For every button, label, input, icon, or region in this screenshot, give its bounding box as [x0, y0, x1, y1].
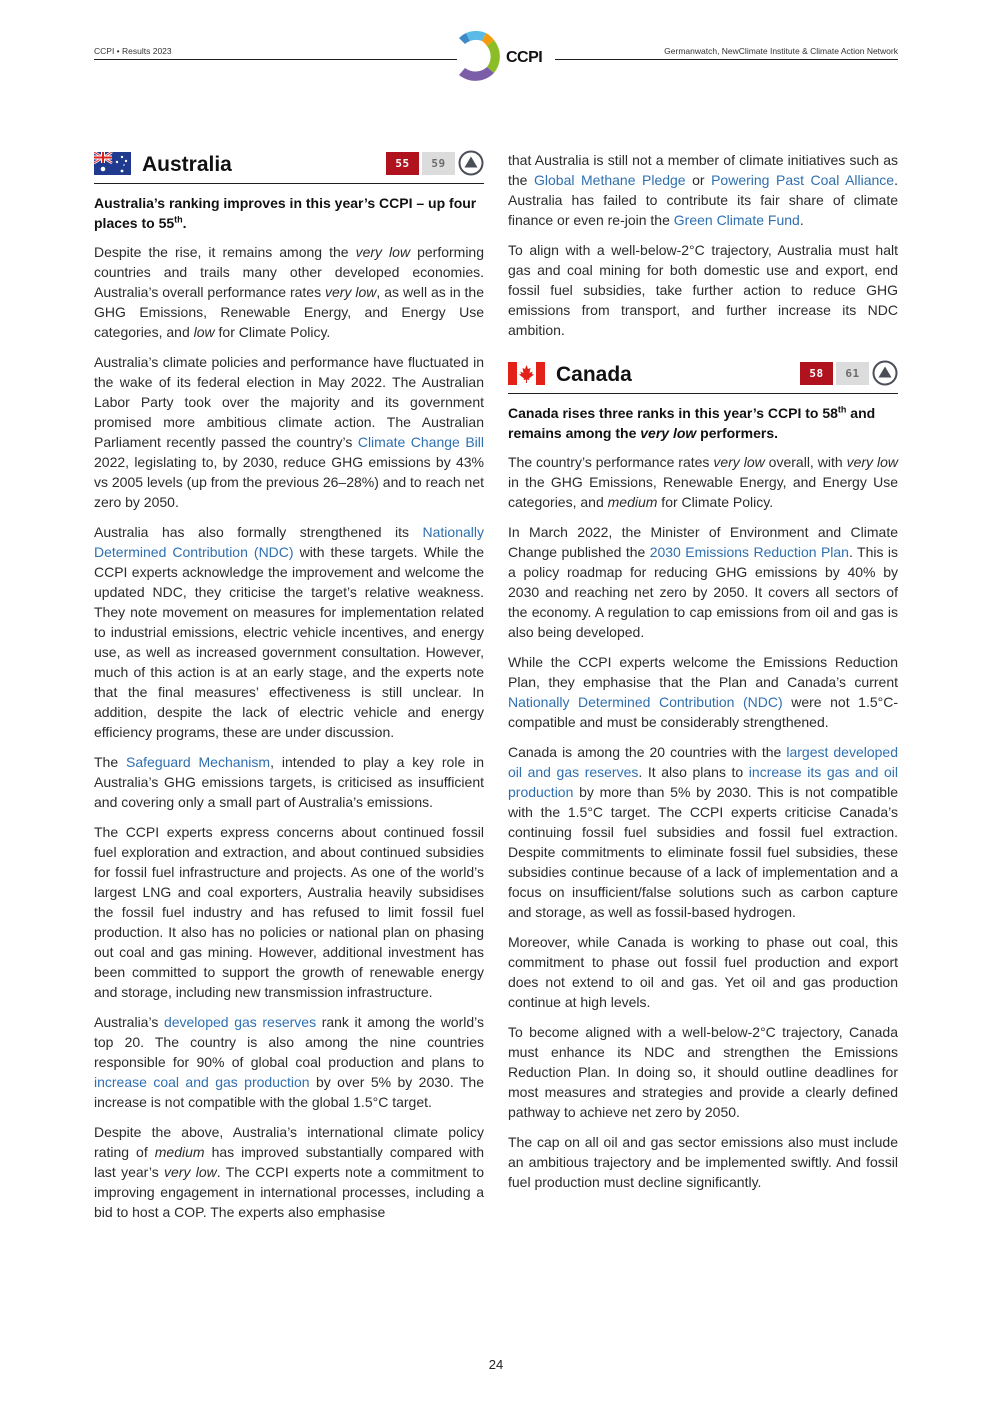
paragraph: To become aligned with a well-below-2°C trajectory, Canada must enhance its NDC and strengthen the Emissions Reduction Plan. In doing so, it should outline deadlines for most measures and strategies and provide a clearly defined pathway to achieve net zero by 2050.: [508, 1024, 898, 1120]
previous-rank-badge: 59: [422, 152, 455, 175]
paragraph: that Australia is still not a member of climate initiatives such as the Global Methane Pledge or Powering Past Coal Alliance. Australia has failed to contribute its fair share of climate finance or even re-join the Green Climate Fund.: [508, 152, 898, 228]
link-developed-gas-reserves[interactable]: developed gas reserves: [163, 1014, 317, 1030]
canada-flag-icon: [508, 362, 545, 385]
current-rank-badge: 58: [800, 362, 833, 385]
link-largest-developed-reserves[interactable]: largest developed oil and gas reserves: [508, 744, 898, 780]
header-report-title: CCPI • Results 2023: [94, 46, 172, 56]
lead-text: Australia’s ranking improves in this year’s CCPI – up four places to 55: [94, 195, 477, 231]
trend-up-icon: [872, 360, 898, 386]
paragraph: While the CCPI experts welcome the Emissions Reduction Plan, they emphasise that the Plan and Canada’s current Nationally Determined Contribution (NDC) were not 1.5°C-compatible and must be considerably strengthened.: [508, 654, 898, 730]
link-2030-emissions-reduction-plan[interactable]: 2030 Emissions Reduction Plan: [649, 544, 849, 560]
header-rule-left: [94, 59, 457, 60]
current-rank-badge: 55: [386, 152, 419, 175]
link-increase-gas-oil-production[interactable]: increase its gas and oil production: [508, 764, 898, 800]
paragraph: Despite the rise, it remains among the very low performing countries and trails many other developed economies. Australia’s overall performance rates very low, as well as in the GHG Emissions, Renewable Energy, and Energy Use categories, and low for Climate Policy.: [94, 244, 484, 340]
ordinal-suffix: th: [174, 214, 183, 225]
trend-up-icon: [458, 150, 484, 176]
paragraph: To align with a well-below-2°C trajectory, Australia must halt gas and coal mining for both domestic use and export, end fossil fuel subsidies, take further action to reduce GHG emissions from transport, and further increase its NDC ambition.: [508, 242, 898, 338]
link-green-climate-fund[interactable]: Green Climate Fund: [673, 212, 800, 228]
paragraph: The country’s performance rates very low overall, with very low in the GHG Emissions, Renewable Energy, and Energy Use categories, and medium for Climate Policy.: [508, 454, 898, 510]
link-ndc-canada[interactable]: Nationally Determined Contribution (NDC): [508, 694, 783, 710]
ccpi-logo-text: CCPI: [506, 49, 543, 66]
link-climate-change-bill[interactable]: Climate Change Bill: [357, 434, 484, 450]
link-powering-past-coal-alliance[interactable]: Powering Past Coal Alliance: [711, 172, 895, 188]
ccpi-logo-icon: [452, 31, 502, 86]
paragraph: Australia’s climate policies and performance have fluctuated in the wake of its federal election in May 2022. The Australian Labor Party took over the majority and its government promised more ambitious climate action. The Australian Parliament recently passed the country’s Climate Change Bill 2022, legislating to, by 2030, reduce GHG emissions by 43% vs 2005 levels (up from the previous 26–28%) and to reach net zero by 2050.: [94, 354, 484, 510]
paragraph: The cap on all oil and gas sector emissions also must include an ambitious trajectory and be implemented swiftly. And fossil fuel production must decline significantly.: [508, 1134, 898, 1190]
australia-heading: [94, 150, 484, 184]
canada-lead: Canada rises three ranks in this year’s CCPI to 58th and remains among the very low performers.: [508, 404, 876, 441]
canada-heading: [508, 360, 898, 394]
paragraph: The CCPI experts express concerns about continued fossil fuel exploration and extraction, and about continued subsidies for fossil fuel infrastructure and projects. As one of the world’s largest LNG and coal exporters, Australia heavily subsidises the fossil fuel industry and has refused to limit fossil fuel production. It also has no policies or national plan on phasing out coal and gas mining. However, additional investment has been committed to support the growth of renewable energy and storage, including new transmission infrastructure.: [94, 824, 484, 1000]
page-number: 24: [488, 1357, 504, 1372]
link-increase-coal-gas-production[interactable]: increase coal and gas production: [94, 1074, 310, 1090]
country-name-australia: Australia: [142, 153, 232, 176]
australia-rank-badges: [386, 150, 484, 176]
link-ndc-australia[interactable]: Nationally Determined Contribution (NDC): [94, 524, 484, 560]
paragraph: In March 2022, the Minister of Environment and Climate Change published the 2030 Emissions Reduction Plan. This is a policy roadmap for reducing GHG emissions by 40% by 2030 and reaching net zero by 2050. It covers all sectors of the economy. A regulation to cap emissions from oil and gas is also being developed.: [508, 524, 899, 640]
page-header: [0, 0, 992, 100]
country-name-canada: Canada: [556, 363, 632, 386]
lead-text-end: .: [182, 215, 187, 231]
right-column: [508, 150, 898, 1202]
left-column: [94, 150, 484, 1232]
australia-flag-icon: [94, 152, 131, 175]
paragraph: The Safeguard Mechanism, intended to play a key role in Australia’s GHG emissions targets, is criticised as insufficient and covering only a small part of Australia’s emissions.: [94, 754, 485, 810]
australia-lead: [94, 193, 484, 233]
header-organisations: Germanwatch, NewClimate Institute & Climate Action Network: [664, 46, 898, 56]
paragraph: Despite the above, Australia’s international climate policy rating of medium has improved substantially compared with last year’s very low. The CCPI experts note a commitment to improving engagement in international processes, including a bid to host a COP. The experts also emphasise: [94, 1124, 484, 1220]
link-global-methane-pledge[interactable]: Global Methane Pledge: [534, 172, 686, 188]
paragraph: Australia has also formally strengthened its Nationally Determined Contribution (NDC) with these targets. While the CCPI experts acknowledge the improvement and welcome the updated NDC, they criticise the target’s relative weakness. They note movement on measures for implementation related to industrial emissions, electric vehicle incentives, and energy use, as well as increased government consultation. However, much of this action is at an early stage, and the experts note that the final measures’ effectiveness is still unclear. In addition, despite the lack of electric vehicle and energy efficiency programs, these are under discussion.: [94, 524, 484, 740]
canada-rank-badges: [800, 360, 898, 386]
paragraph: Moreover, while Canada is working to phase out coal, this commitment to phase out fossil fuel production and export does not extend to oil and gas. Yet oil and gas production continue at high levels.: [508, 934, 898, 1010]
paragraph: Australia’s developed gas reserves rank it among the world’s top 20. The country is also among the nine countries responsible for 90% of global coal production and plans to increase coal and gas production by over 5% by 2030. The increase is not compatible with the global 1.5°C target.: [94, 1014, 485, 1110]
previous-rank-badge: 61: [836, 362, 869, 385]
paragraph: Canada is among the 20 countries with the largest developed oil and gas reserves. It also plans to increase its gas and oil production by more than 5% by 2030. This is not compatible with the 1.5°C target. The CCPI experts criticise Canada’s continuing fossil fuel subsidies and fossil fuel extraction. Despite commitments to eliminate fossil fuel subsidies, these subsidies continue because of a lack of implementation and a focus on insufficient/false solutions such as carbon capture and storage, as well as fossil-based hydrogen.: [508, 744, 898, 920]
header-rule-right: [555, 59, 898, 60]
link-safeguard-mechanism[interactable]: Safeguard Mechanism: [126, 754, 271, 770]
